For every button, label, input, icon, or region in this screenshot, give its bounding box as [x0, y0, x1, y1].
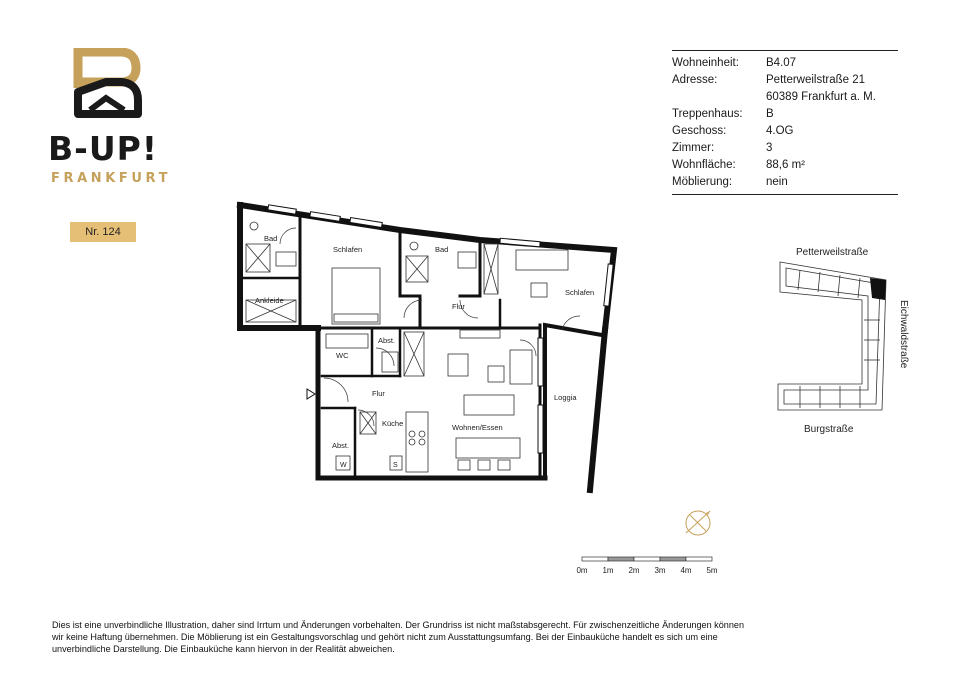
disclaimer-text: Dies ist eine unverbindliche Illustration, daher sind Irrtum und Änderungen vorbehalten. Der Grundriss ist nicht maßstabsgerecht. Für zwischenzeitliche Änderungen können wir keine Haftung übernehmen. Die Möblierung ist ein Gestaltungsvorschlag und gehört nicht zum Ausstattungsumfang. Bei der Einbauküche handelt es sich um eine unverbindliche Darstellung. Die Einbauküche kann hiervon in der Realität abweichen.	[52, 620, 744, 654]
brand-city: FRANKFURT	[51, 171, 172, 186]
room-label-bad-1: Bad	[264, 234, 278, 243]
info-label: Wohneinheit:	[672, 57, 739, 69]
room-label-flur-2: Flur	[372, 389, 385, 398]
unit-number-badge: Nr. 124	[70, 222, 136, 242]
brand-logo-mark	[78, 52, 138, 114]
info-value: 4.OG	[766, 125, 794, 137]
info-label	[672, 89, 766, 106]
scale-label: 1m	[602, 566, 614, 575]
scale-label: 3m	[654, 566, 666, 575]
site-building-outline	[778, 262, 886, 410]
room-label-ankleide: Ankleide	[255, 296, 284, 305]
room-label-bad-2: Bad	[435, 245, 449, 254]
info-value: 60389 Frankfurt a. M.	[766, 91, 876, 103]
info-value: B	[766, 108, 774, 120]
info-label: Möblierung:	[672, 176, 733, 188]
room-label-schlafen-2: Schlafen	[565, 288, 595, 297]
info-row	[672, 106, 898, 123]
info-row	[672, 140, 898, 157]
site-plan	[770, 238, 920, 440]
scale-label: 4m	[680, 566, 692, 575]
scale-label: 0m	[576, 566, 588, 575]
info-label: Wohnfläche:	[672, 159, 736, 171]
scale-bar-segments	[582, 557, 712, 561]
room-label-schlafen-1: Schlafen	[333, 245, 363, 254]
appliance-label-s: S	[393, 462, 398, 469]
room-label-wohnen: Wohnen/Essen	[452, 423, 503, 432]
brand-name: B-UP!	[48, 129, 158, 168]
info-label: Geschoss:	[672, 125, 727, 137]
info-value: 88,6 m²	[766, 159, 805, 171]
plan-walls	[240, 205, 614, 490]
info-row	[672, 72, 898, 89]
info-row	[672, 55, 898, 72]
room-label-loggia: Loggia	[554, 393, 577, 402]
compass-icon	[680, 503, 720, 543]
info-label: Adresse:	[672, 74, 718, 86]
room-label-flur-1: Flur	[452, 302, 465, 311]
plan-fixtures	[246, 222, 568, 472]
info-row	[672, 157, 898, 174]
scale-labels	[576, 566, 717, 575]
floor-plan	[230, 195, 640, 495]
room-label-wc: WC	[336, 351, 349, 360]
info-label: Zimmer:	[672, 142, 715, 154]
info-value: Petterweilstraße 21	[766, 74, 866, 86]
unit-info-table	[672, 50, 898, 195]
room-label-kueche: Küche	[382, 419, 404, 428]
info-value: nein	[766, 176, 788, 188]
street-label-right: Eichwaldstraße	[898, 300, 909, 369]
info-label: Treppenhaus:	[672, 108, 743, 120]
info-row	[672, 174, 898, 191]
street-label-bottom: Burgstraße	[804, 424, 854, 435]
room-label-abst-1: Abst.	[378, 336, 396, 345]
street-label-top: Petterweilstraße	[796, 247, 869, 258]
entrance-marker	[307, 389, 315, 399]
scale-label: 5m	[706, 566, 718, 575]
info-row	[672, 123, 898, 140]
scale-label: 2m	[628, 566, 640, 575]
site-unit-highlight	[870, 278, 886, 300]
info-value: 3	[766, 142, 773, 154]
scale-bar	[576, 553, 726, 579]
appliance-label-w: W	[340, 462, 347, 469]
info-row	[672, 89, 898, 106]
room-label-abst-2: Abst.	[332, 441, 350, 450]
info-value: B4.07	[766, 57, 797, 69]
